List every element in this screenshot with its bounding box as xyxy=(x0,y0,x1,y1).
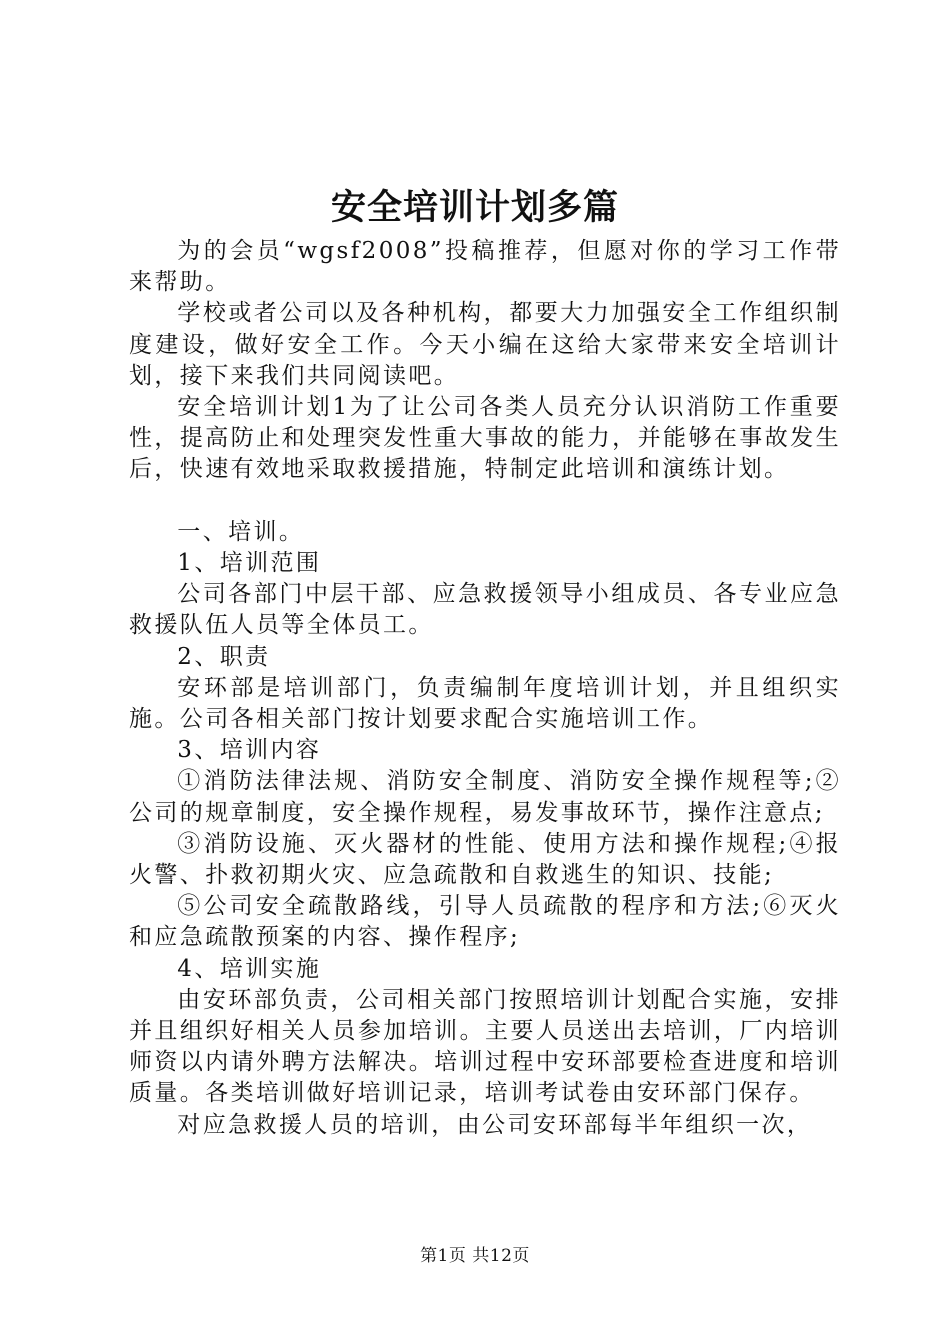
blank-line xyxy=(129,486,841,517)
paragraph-responsibilities: 安环部是培训部门，负责编制年度培训计划，并且组织实施。公司各相关部门按计划要求配合实施培训工作。 xyxy=(129,674,841,733)
paragraph-training-scope: 公司各部门中层干部、应急救援领导小组成员、各专业应急救援队伍人员等全体员工。 xyxy=(129,581,841,639)
subheading-responsibilities: 2、职责 xyxy=(177,643,271,670)
page-footer: 第1页 共12页 xyxy=(420,1246,530,1266)
subheading-training-content: 3、培训内容 xyxy=(177,737,322,764)
subheading-training-implementation: 4、培训实施 xyxy=(177,955,322,982)
paragraph-implementation: 由安环部负责，公司相关部门按照培训计划配合实施，安排并且组织好相关人员参加培训。主要人员送出去培训，厂内培训师资以内请外聘方法解决。培训过程中安环部要检查进度和培训质量。各类培训做好培训记录，培训考试卷由安环部门保存。 xyxy=(129,986,841,1107)
paragraph-content-items-2: ③消防设施、灭火器材的性能、使用方法和操作规程;④报火警、扑救初期火灾、应急疏散和自救逃生的知识、技能; xyxy=(129,830,841,889)
paragraph-plan-1: 安全培训计划1为了让公司各类人员充分认识消防工作重要性，提高防止和处理突发性重大事故的能力，并能够在事故发生后，快速有效地采取救援措施，特制定此培训和演练计划。 xyxy=(129,394,841,483)
document-title: 安全培训计划多篇 xyxy=(330,187,619,228)
subheading-training-scope: 1、培训范围 xyxy=(177,550,322,577)
section-heading-training: 一、培训。 xyxy=(177,518,305,545)
paragraph-content-items-1: ①消防法律法规、消防安全制度、消防安全操作规程等;②公司的规章制度，安全操作规程，易发事故环节，操作注意点; xyxy=(129,768,841,826)
paragraph-emergency-training: 对应急救援人员的培训，由公司安环部每半年组织一次， xyxy=(177,1111,813,1138)
paragraph-content-items-3: ⑤公司安全疏散路线，引导人员疏散的程序和方法;⑥灭火和应急疏散预案的内容、操作程序; xyxy=(129,893,841,951)
paragraph-intro: 为的会员“wgsf2008”投稿推荐，但愿对你的学习工作带来帮助。 xyxy=(129,238,841,296)
paragraph-background: 学校或者公司以及各种机构，都要大力加强安全工作组织制度建设，做好安全工作。今天小编在这给大家带来安全培训计划，接下来我们共同阅读吧。 xyxy=(129,300,841,389)
document-body xyxy=(129,236,841,1141)
